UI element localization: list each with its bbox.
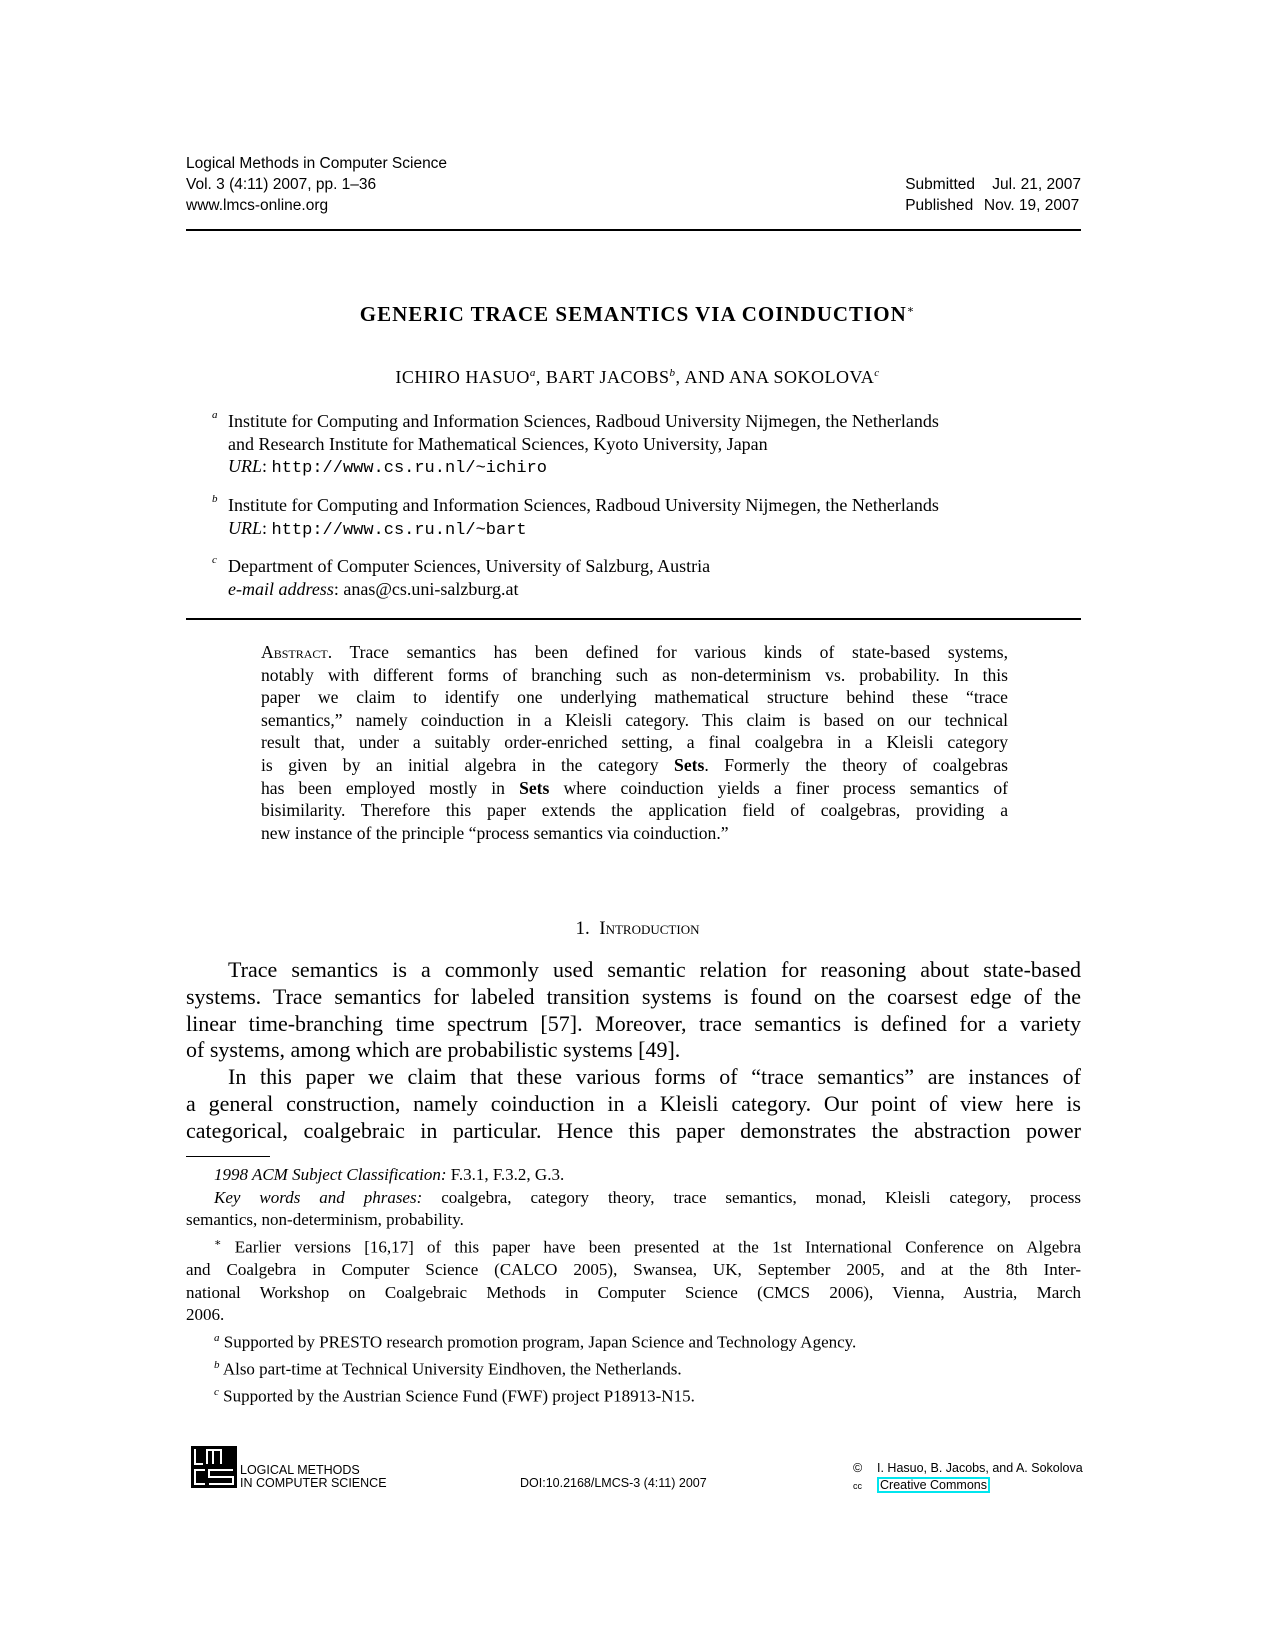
journal-info [186, 153, 447, 216]
footnote-rule [186, 1156, 270, 1157]
abstract-line: bisimilarity. Therefore this paper extends the application field of coalgebras, providing a [261, 800, 1008, 821]
abstract-line: paper we claim to identify one underlying mathematical structure behind these “trace [261, 687, 1008, 708]
footnote-mark: c [214, 1386, 219, 1399]
section-heading [0, 918, 1275, 940]
abstract [261, 641, 1008, 844]
footnote-text: and Coalgebra in Computer Science (CALCO 2005), Swansea, UK, September 2005, and at the 8th Inter- [186, 1260, 1081, 1280]
creative-commons-link[interactable]: Creative Commons [877, 1477, 990, 1493]
keywords-label: Key words and phrases: [214, 1187, 423, 1207]
abstract-line [261, 777, 1008, 800]
keywords-value: semantics, non-determinism, probability. [186, 1210, 464, 1230]
author-name: ICHIRO HASUO [395, 367, 530, 387]
abstract-line: semantics,” namely coinduction in a Kleisli category. This claim is based on our technical [261, 709, 1008, 730]
authors: ICHIRO HASUO$^a$, BART JACOBS$^b$, AND ANA SOKOLOVA$^c$ [395, 367, 880, 387]
published-date: Nov. 19, 2007 [983, 197, 1080, 214]
lmcs-logo [191, 1446, 237, 1488]
url-label: URL [228, 517, 263, 538]
acm-label: 1998 ACM Subject Classification: [214, 1165, 447, 1184]
affiliation-a: a Institute for Computing and Information Sciences, Radboud University Nijmegen, the Netherlands and Research Institute for Mathematical Sciences, Kyoto University, Japan URL: http://www.cs.ru.nl/~ichiro [212, 410, 939, 481]
paper-title [0, 302, 1275, 327]
logo-line: IN COMPUTER SCIENCE [240, 1476, 387, 1490]
author-name: BART JACOBS [545, 367, 670, 387]
acm-value: F.3.1, F.3.2, G.3. [450, 1165, 565, 1184]
abstract-line: notably with different forms of branching such as non-determinism vs. probability. In this [261, 664, 1008, 685]
copyright-block [853, 1462, 1083, 1493]
journal-website[interactable]: www.lmcs-online.org [186, 197, 329, 214]
author-name: AND ANA SOKOLOVA [684, 367, 875, 387]
footnote-text: Earlier versions [16,17] of this paper have been presented at the 1st International Conference on Algebra [234, 1237, 1082, 1257]
footnote-text: Also part-time at Technical University Eindhoven, the Netherlands. [222, 1359, 682, 1379]
url-link[interactable]: http://www.cs.ru.nl/~bart [271, 520, 527, 540]
url-link[interactable]: http://www.cs.ru.nl/~ichiro [271, 459, 547, 478]
submitted-date: Jul. 21, 2007 [992, 176, 1081, 193]
affiliation-mark: a [212, 409, 218, 421]
footnote-text: Supported by PRESTO research promotion program, Japan Science and Technology Agency. [223, 1332, 857, 1352]
footnotes [186, 1164, 1081, 1409]
body-line: In this paper we claim that these various forms of “trace semantics” are instances of [228, 1064, 1081, 1090]
affiliation-mark: c [212, 554, 217, 566]
submitted-label: Submitted [905, 176, 975, 193]
abstract-line: Trace semantics has been defined for various kinds of state-based systems, [349, 642, 1008, 662]
affiliation-line: Institute for Computing and Information Sciences, Radboud University Nijmegen, the Netherlands [228, 495, 939, 515]
url-label: URL [228, 456, 263, 476]
introduction-body [186, 957, 1081, 1145]
keywords-value: coalgebra, category theory, trace semantics, monad, Kleisli category, process [441, 1187, 1081, 1207]
published-label: Published [905, 197, 974, 214]
email-label: e-mail address [228, 578, 334, 599]
journal-name: Logical Methods in Computer Science [186, 155, 448, 172]
title-footnote-mark: ∗ [906, 304, 916, 316]
abstract-text: . Formerly the theory of coalgebras [704, 754, 1008, 775]
logo-line: LOGICAL METHODS [240, 1463, 360, 1477]
dates [905, 174, 1081, 216]
affiliations-rule [186, 618, 1081, 620]
author-mark: b [669, 367, 676, 379]
footnote-mark: b [214, 1359, 220, 1372]
copyright-text: I. Hasuo, B. Jacobs, and A. Sokolova [877, 1461, 1083, 1475]
affiliation-b: b Institute for Computing and Information Sciences, Radboud University Nijmegen, the Netherlands URL: http://www.cs.ru.nl/~bart [212, 494, 939, 542]
email-link[interactable]: anas@cs.uni-salzburg.at [343, 578, 519, 599]
footnote-text: national Workshop on Coalgebraic Methods in Computer Science (CMCS 2006), Vienna, Austria, March [186, 1282, 1081, 1302]
section-number: 1. [575, 918, 590, 939]
abstract-line: result that, under a suitably order-enriched setting, a final coalgebra in a Kleisli category [261, 732, 1008, 753]
affiliation-line: Department of Computer Sciences, University of Salzburg, Austria [228, 556, 711, 576]
affiliation-mark: b [212, 493, 218, 505]
body-line: linear time-branching time spectrum [57]. Moreover, trace semantics is defined for a variety [186, 1010, 1081, 1036]
affiliation-line: and Research Institute for Mathematical Sciences, Kyoto University, Japan [228, 433, 768, 454]
doi[interactable]: DOI:10.2168/LMCS-3 (4:11) 2007 [520, 1476, 707, 1490]
affiliation-c: c Department of Computer Sciences, University of Salzburg, Austria e-mail address: anas@cs.uni-salzburg.at [212, 555, 710, 600]
body-line: a general construction, namely coinduction in a Kleisli category. Our point of view here is [186, 1090, 1081, 1116]
author-mark: a [529, 367, 536, 379]
copyright-icon: © [853, 1461, 863, 1475]
journal-volume: Vol. 3 (4:11) 2007, pp. 1–36 [186, 176, 377, 193]
sets-bold: Sets [674, 754, 705, 775]
header-rule [186, 229, 1081, 231]
abstract-text: where coinduction yields a finer process semantics of [563, 777, 1008, 798]
footnote-mark: a [214, 1331, 220, 1344]
author-mark: c [874, 367, 880, 379]
abstract-text: is given by an initial algebra in the category [261, 754, 659, 775]
footnote-text: 2006. [186, 1305, 225, 1325]
section-title: Introduction [599, 918, 700, 939]
abstract-text: has been employed mostly in [261, 777, 505, 798]
footnote-text: Supported by the Austrian Science Fund (FWF) project P18913-N15. [223, 1386, 695, 1406]
abstract-label: Abstract. [261, 642, 333, 662]
sets-bold: Sets [519, 777, 550, 798]
body-line: of systems, among which are probabilistic systems [49]. [186, 1037, 681, 1063]
creative-commons-icon: cc [853, 1481, 862, 1491]
body-line: categorical, coalgebraic in particular. Hence this paper demonstrates the abstraction power [186, 1117, 1081, 1143]
body-line: systems. Trace semantics for labeled transition systems is found on the coarsest edge of the [186, 983, 1081, 1009]
title-text: GENERIC TRACE SEMANTICS VIA COINDUCTION [359, 302, 907, 326]
abstract-line: new instance of the principle “process semantics via coinduction.” [261, 822, 729, 843]
affiliation-line: Institute for Computing and Information Sciences, Radboud University Nijmegen, the Netherlands [228, 411, 939, 431]
abstract-line [261, 754, 1008, 777]
body-line: Trace semantics is a commonly used semantic relation for reasoning about state-based [228, 957, 1081, 982]
lmcs-logo-text [240, 1464, 387, 1490]
footnote-mark: ∗ [214, 1236, 222, 1249]
